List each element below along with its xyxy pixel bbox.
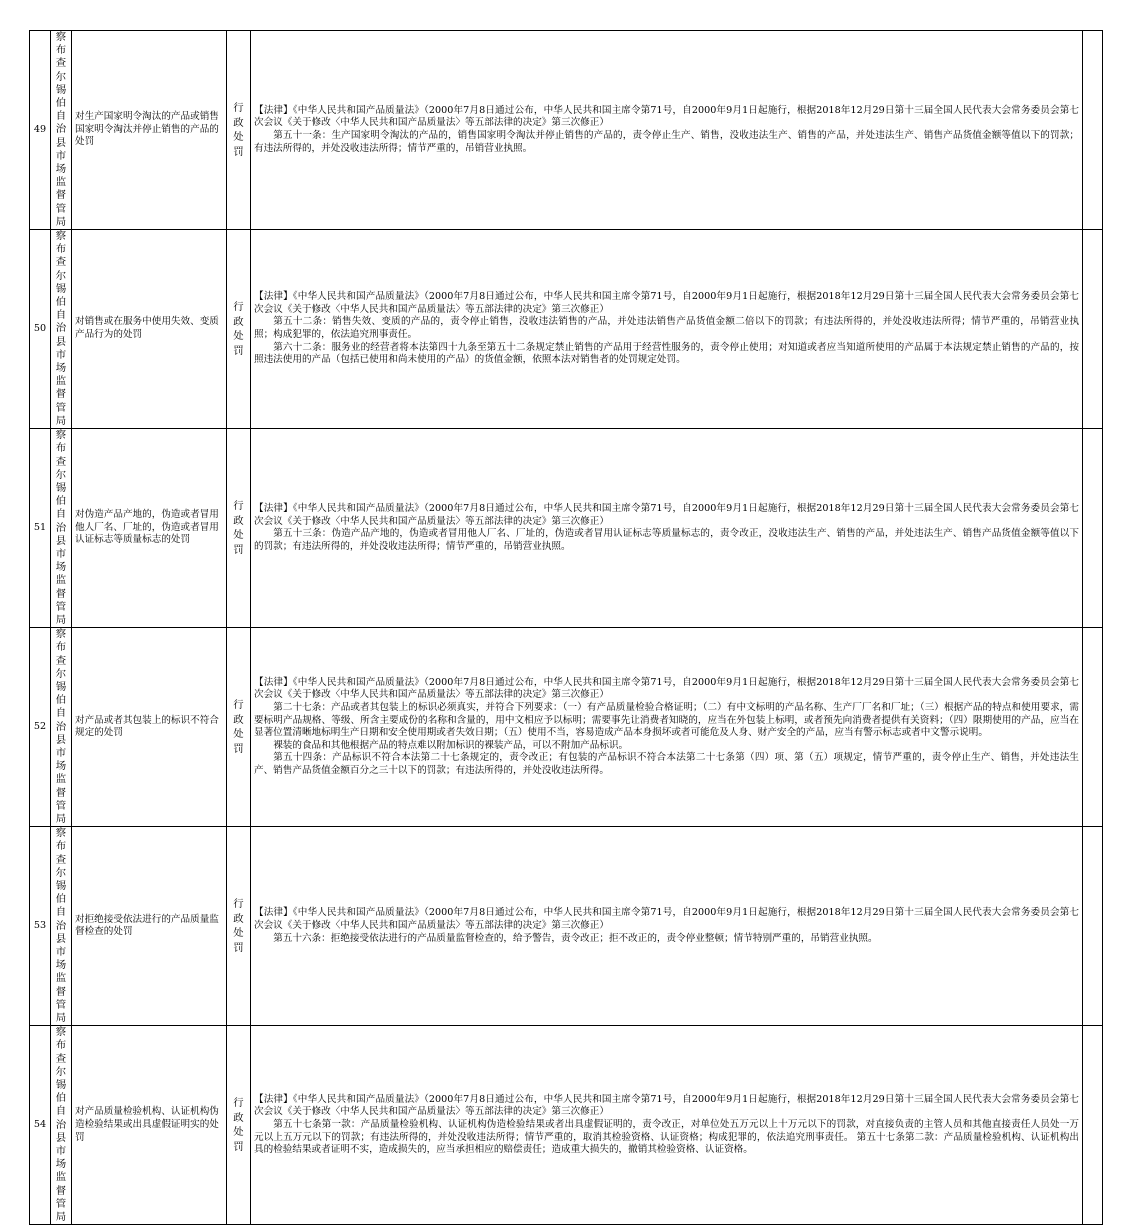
legal-basis [251, 628, 1083, 827]
item-type: 行政处罚 [233, 500, 244, 556]
remarks-cell [1083, 628, 1103, 827]
row-number: 53 [30, 827, 51, 1026]
implementing-agency: 察布查尔锡伯自治县市场监督管局 [55, 230, 67, 427]
table-row [30, 628, 1103, 827]
basis-paragraph: 第五十二条：销售失效、变质的产品的，责令停止销售，没收违法销售的产品，并处违法销售产品货值金额二倍以下的罚款；有违法所得的，并处没收违法所得；情节严重的，吊销营业执照；构成犯罪的，依法追究刑事责任。 [254, 316, 1079, 341]
item-type: 行政处罚 [233, 898, 244, 954]
table-row [30, 429, 1103, 628]
basis-paragraph: 第五十七条第一款：产品质量检验机构、认证机构伪造检验结果或者出具虚假证明的，责令改正，对单位处五万元以上十万元以下的罚款，对直接负责的主管人员和其他直接责任人员处一万元以上五万元以下的罚款；有违法所得的，并处没收违法所得；情节严重的，取消其检验资格、认证资格；构成犯罪的，依法追究刑事责任。 第五十七条第二款：产品质量检验机构、认证机构出具的检验结果或者证明不实，造成损失的，应当承担相应的赔偿责任；造成重大损失的，撤销其检验资格、认证资格。 [254, 1118, 1079, 1156]
item-name: 对销售或在服务中使用失效、变质产品行为的处罚 [72, 230, 227, 429]
basis-paragraph: 【法律】《中华人民共和国产品质量法》（2000年7月8日通过公布，中华人民共和国主席令第71号，自2000年9月1日起施行，根据2018年12月29日第十三届全国人民代表大会常务委员会第七次会议《关于修改〈中华人民共和国产品质量法〉等五部法律的决定》第三次修正） [254, 291, 1079, 315]
basis-paragraph: 【法律】《中华人民共和国产品质量法》（2000年7月8日通过公布，中华人民共和国主席令第71号，自2000年9月1日起施行，根据2018年12月29日第十三届全国人民代表大会常务委员会第七次会议《关于修改〈中华人民共和国产品质量法〉等五部法律的决定》第三次修正） [254, 1093, 1079, 1118]
item-type: 行政处罚 [233, 1097, 244, 1153]
implementing-agency: 察布查尔锡伯自治县市场监督管局 [55, 429, 67, 626]
basis-paragraph: 【法律】《中华人民共和国产品质量法》（2000年7月8日通过公布，中华人民共和国主席令第71号，自2000年9月1日起施行，根据2018年12月29日第十三届全国人民代表大会常务委员会第七次会议《关于修改〈中华人民共和国产品质量法〉等五部法律的决定》第三次修正） [254, 104, 1079, 129]
row-number: 50 [30, 230, 51, 429]
table-row [30, 1026, 1103, 1225]
item-name: 对拒绝接受依法进行的产品质量监督检查的处罚 [72, 827, 227, 1026]
row-number: 52 [30, 628, 51, 827]
basis-paragraph: 第二十七条：产品或者其包装上的标识必须真实，并符合下列要求：（一）有产品质量检验合格证明；（二）有中文标明的产品名称、生产厂厂名和厂址；（三）根据产品的特点和使用要求，需要标明产品规格、等级、所含主要成份的名称和含量的，用中文相应予以标明；需要事先让消费者知晓的，应当在外包装上标明，或者预先向消费者提供有关资料；（四）限期使用的产品，应当在显著位置清晰地标明生产日期和安全使用期或者失效日期；（五）使用不当，容易造成产品本身损坏或者可能危及人身、财产安全的产品，应当有警示标志或者中文警示说明。 [254, 701, 1079, 739]
item-type: 行政处罚 [233, 699, 244, 755]
legal-basis [251, 31, 1083, 230]
table-row [30, 827, 1103, 1026]
remarks-cell [1083, 827, 1103, 1026]
basis-paragraph: 第五十六条：拒绝接受依法进行的产品质量监督检查的，给予警告，责令改正；拒不改正的，责令停业整顿；情节特别严重的，吊销营业执照。 [273, 932, 878, 944]
item-name: 对产品质量检验机构、认证机构伪造检验结果或出具虚假证明实的处罚 [72, 1026, 227, 1225]
basis-paragraph: 【法律】《中华人民共和国产品质量法》（2000年7月8日通过公布，中华人民共和国主席令第71号，自2000年9月1日起施行，根据2018年12月29日第十三届全国人民代表大会常务委员会第七次会议《关于修改〈中华人民共和国产品质量法〉等五部法律的决定》第三次修正） [254, 907, 1079, 931]
item-name: 对生产国家明令淘汰的产品或销售国家明令淘汰并停止销售的产品的处罚 [72, 31, 227, 230]
table-row [30, 31, 1103, 230]
item-type: 行政处罚 [233, 102, 244, 158]
basis-paragraph: 第五十一条：生产国家明令淘汰的产品的，销售国家明令淘汰并停止销售的产品的，责令停止生产、销售，没收违法生产、销售的产品，并处违法生产、销售产品货值金额等值以下的罚款；有违法所得的，并处没收违法所得；情节严重的，吊销营业执照。 [254, 130, 1079, 154]
remarks-cell [1083, 1026, 1103, 1225]
item-name: 对伪造产品产地的，伪造或者冒用他人厂名、厂址的，伪造或者冒用认证标志等质量标志的处罚 [72, 429, 227, 628]
legal-basis [251, 429, 1083, 628]
basis-paragraph: 【法律】《中华人民共和国产品质量法》（2000年7月8日通过公布，中华人民共和国主席令第71号，自2000年9月1日起施行，根据2018年12月29日第十三届全国人民代表大会常务委员会第七次会议《关于修改〈中华人民共和国产品质量法〉等五部法律的决定》第三次修正） [254, 502, 1079, 527]
implementing-agency: 察布查尔锡伯自治县市场监督管局 [55, 628, 67, 825]
row-number: 49 [30, 31, 51, 230]
basis-paragraph: 第五十四条：产品标识不符合本法第二十七条规定的，责令改正；有包装的产品标识不符合本法第二十七条第（四）项、第（五）项规定，情节严重的，责令停止生产、销售，并处违法生产、销售产品货值金额百分之三十以下的罚款；有违法所得的，并处没收违法所得。 [254, 752, 1079, 776]
legal-basis [251, 230, 1083, 429]
item-type: 行政处罚 [233, 301, 244, 357]
basis-paragraph: 【法律】《中华人民共和国产品质量法》（2000年7月8日通过公布，中华人民共和国主席令第71号，自2000年9月1日起施行，根据2018年12月29日第十三届全国人民代表大会常务委员会第七次会议《关于修改〈中华人民共和国产品质量法〉等五部法律的决定》第三次修正） [254, 676, 1079, 701]
implementing-agency: 察布查尔锡伯自治县市场监督管局 [55, 31, 67, 228]
implementing-agency: 察布查尔锡伯自治县市场监督管局 [55, 1026, 67, 1224]
legal-basis [251, 827, 1083, 1026]
remarks-cell [1083, 230, 1103, 429]
table-row [30, 230, 1103, 429]
basis-paragraph: 第六十二条：服务业的经营者将本法第四十九条至第五十二条规定禁止销售的产品用于经营性服务的，责令停止使用；对知道或者应当知道所使用的产品属于本法规定禁止销售的产品的，按照违法使用的产品（包括已使用和尚未使用的产品）的货值金额，依照本法对销售者的处罚规定处罚。 [254, 341, 1079, 366]
basis-paragraph: 第五十三条：伪造产品产地的，伪造或者冒用他人厂名、厂址的，伪造或者冒用认证标志等质量标志的，责令改正，没收违法生产、销售的产品，并处违法生产、销售产品货值金额等值以下的罚款；有违法所得的，并处没收违法所得；情节严重的，吊销营业执照。 [254, 528, 1079, 552]
implementing-agency: 察布查尔锡伯自治县市场监督管局 [55, 827, 67, 1025]
row-number: 54 [30, 1026, 51, 1225]
row-number: 51 [30, 429, 51, 628]
item-name: 对产品或者其包装上的标识不符合规定的处罚 [72, 628, 227, 827]
basis-paragraph: 裸装的食品和其他根据产品的特点难以附加标识的裸装产品，可以不附加产品标识。 [273, 739, 629, 751]
legal-basis [251, 1026, 1083, 1225]
remarks-cell [1083, 429, 1103, 628]
penalty-table [29, 30, 1103, 1225]
remarks-cell [1083, 31, 1103, 230]
